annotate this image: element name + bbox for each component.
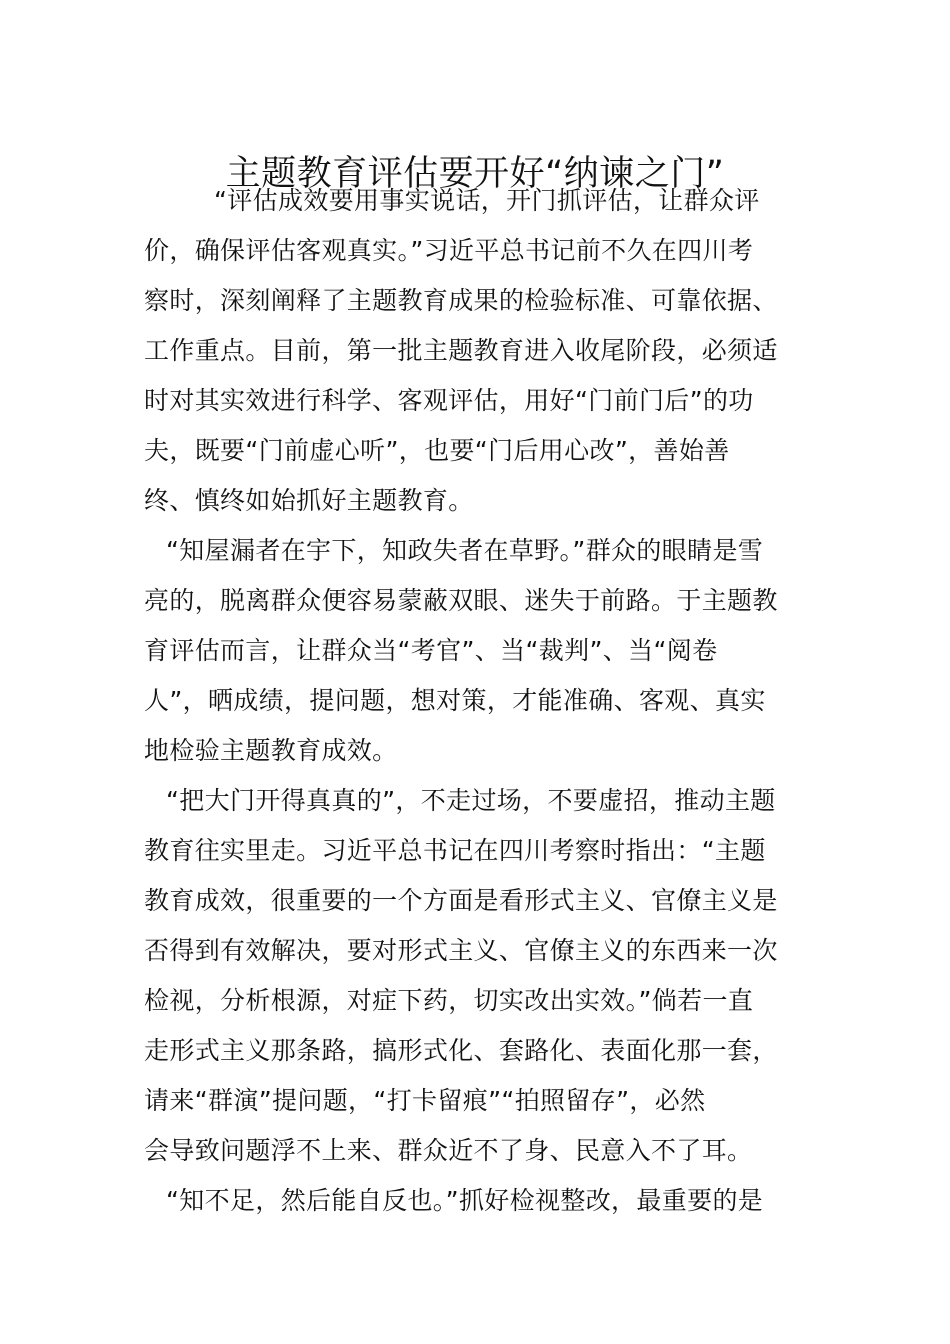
body-line: 价，确保评估客观真实。”习近平总书记前不久在四川考 [144, 236, 754, 265]
body-line: 教育成效，很重要的一个方面是看形式主义、官僚主义是 [144, 886, 778, 915]
body-line: 会导致问题浮不上来、群众近不了身、民意入不了耳。 [144, 1136, 753, 1165]
body-line: 教育往实里走。习近平总书记在四川考察时指出：“主题 [144, 836, 766, 865]
body-line: 夫，既要“门前虚心听”，也要“门后用心改”，善始善 [144, 436, 730, 465]
body-line: 察时，深刻阐释了主题教育成果的检验标准、可靠依据、 [144, 286, 778, 315]
body-line: “知屋漏者在宇下，知政失者在草野。”群众的眼睛是雪 [166, 536, 764, 565]
body-line: 否得到有效解决，要对形式主义、官僚主义的东西来一次 [144, 936, 778, 965]
body-line: “知不足，然后能自反也。”抓好检视整改，最重要的是 [166, 1186, 764, 1215]
body-line: 时对其实效进行科学、客观评估，用好“门前门后”的功 [144, 386, 754, 415]
body-line: 终、慎终如始抓好主题教育。 [144, 486, 474, 515]
body-line: 人”，晒成绩，提问题，想对策，才能准确、客观、真实 [144, 686, 766, 715]
body-line: 检视，分析根源，对症下药，切实改出实效。”倘若一直 [144, 986, 754, 1015]
article-body [144, 176, 824, 1226]
body-line: 走形式主义那条路，搞形式化、套路化、表面化那一套， [144, 1036, 778, 1065]
body-line: “把大门开得真真的”，不走过场，不要虚招，推动主题 [166, 786, 776, 815]
body-line: 亮的，脱离群众便容易蒙蔽双眼、迷失于前路。于主题教 [144, 586, 778, 615]
body-line: 育评估而言，让群众当“考官”、当“裁判”、当“阅卷 [144, 636, 718, 665]
body-line: 工作重点。目前，第一批主题教育进入收尾阶段，必须适 [144, 336, 778, 365]
body-line: 地检验主题教育成效。 [144, 736, 398, 765]
document-title: 主题教育评估要开好“纳谏之门” [225, 154, 725, 195]
body-line: 请来“群演”提问题，“打卡留痕”“拍照留存”，必然 [144, 1086, 706, 1115]
body-line: “评估成效要用事实说话，开门抓评估，让群众评 [214, 186, 760, 215]
